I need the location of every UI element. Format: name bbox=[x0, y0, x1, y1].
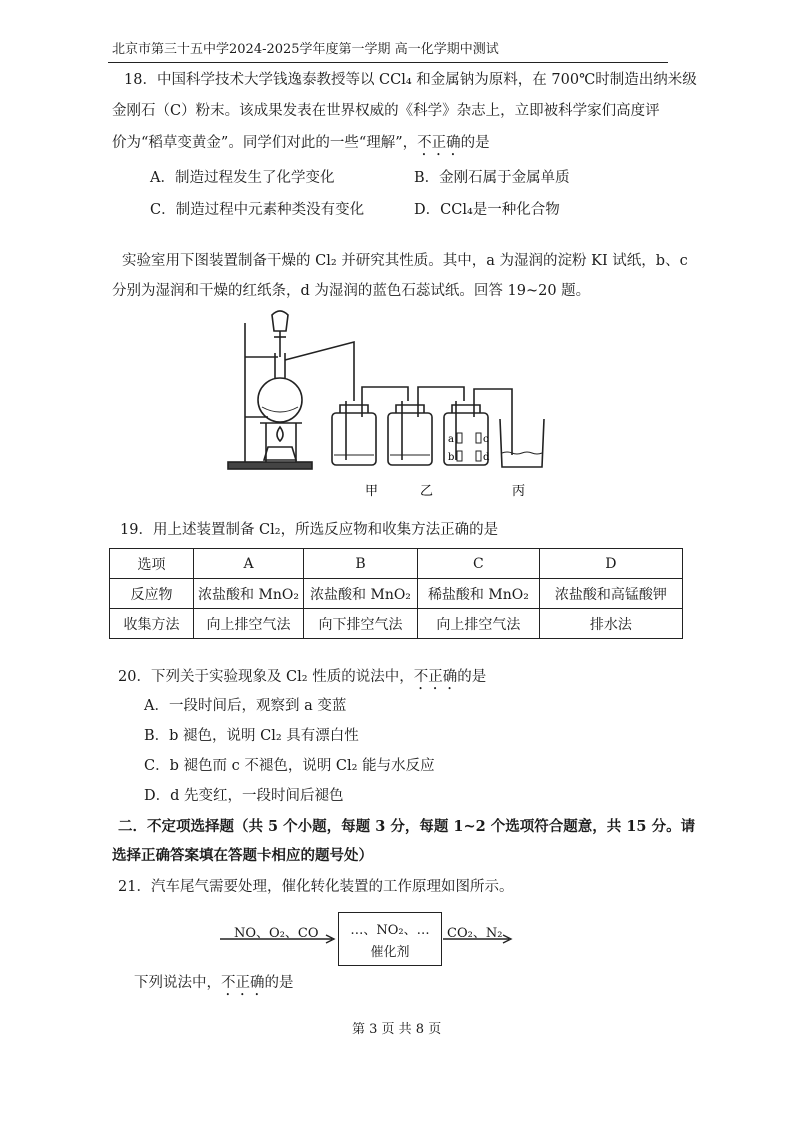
q18-line2: 金刚石（C）粉末。该成果发表在世界权威的《科学》杂志上，立即被科学家们高度评 bbox=[112, 103, 660, 119]
q20-stem-post: 的是 bbox=[457, 669, 487, 685]
table-cell: 向上排空气法 bbox=[417, 609, 539, 639]
label-jia: 甲 bbox=[365, 484, 379, 499]
catalytic-converter-box bbox=[338, 912, 442, 966]
header-rule bbox=[108, 62, 668, 63]
table-header-row bbox=[110, 549, 683, 579]
apparatus-diagram bbox=[220, 305, 560, 515]
label-b: b bbox=[448, 452, 455, 463]
q20-stem-pre: 20．下列关于实验现象及 Cl₂ 性质的说法中， bbox=[118, 669, 414, 685]
table-cell: 向下排空气法 bbox=[304, 609, 418, 639]
page-number: 第 3 页 共 8 页 bbox=[352, 1022, 442, 1037]
table-cell: D bbox=[539, 549, 682, 579]
label-d: d bbox=[483, 452, 490, 463]
q19-stem: 19．用上述装置制备 Cl₂，所选反应物和收集方法正确的是 bbox=[120, 522, 499, 538]
q18-line1: 18．中国科学技术大学钱逸泰教授等以 CCl₄ 和金属钠为原料，在 700℃时制造出纳米级 bbox=[124, 72, 697, 88]
flow-output: CO₂、N₂ bbox=[447, 926, 503, 941]
table-row bbox=[110, 609, 683, 639]
q18-line3-post: 的是 bbox=[460, 135, 490, 151]
paper-b-strip bbox=[457, 451, 462, 461]
q21-sub-pre: 下列说法中， bbox=[134, 975, 221, 991]
q18-option-b: B．金刚石属于金属单质 bbox=[414, 170, 570, 186]
q19-options-table bbox=[109, 548, 683, 639]
q20-option-c: C．b 褪色而 c 不褪色，说明 Cl₂ 能与水反应 bbox=[144, 758, 435, 774]
table-cell: A bbox=[194, 549, 304, 579]
table-cell: 选项 bbox=[110, 549, 194, 579]
label-yi: 乙 bbox=[420, 484, 434, 499]
q18-option-d: D．CCl₄是一种化合物 bbox=[414, 202, 560, 218]
separatory-funnel bbox=[272, 311, 288, 331]
paper-a-strip bbox=[457, 433, 462, 443]
table-cell: 浓盐酸和 MnO₂ bbox=[304, 579, 418, 609]
q18-option-c: C．制造过程中元素种类没有变化 bbox=[150, 202, 365, 218]
section2-line2: 选择正确答案填在答题卡相应的题号处） bbox=[112, 847, 373, 864]
q21-sub-stem bbox=[134, 973, 294, 999]
bottle-2-neck bbox=[396, 405, 424, 413]
label-bing: 丙 bbox=[512, 484, 526, 499]
flow-arrow-in bbox=[218, 932, 340, 946]
table-cell: 排水法 bbox=[539, 609, 682, 639]
connecting-tube-2 bbox=[418, 387, 464, 401]
delivery-tube-1 bbox=[285, 342, 354, 401]
q21-sub-post: 的是 bbox=[264, 975, 294, 991]
table-cell: 收集方法 bbox=[110, 609, 194, 639]
connecting-tube-3 bbox=[474, 389, 512, 455]
intro-line1: 实验室用下图装置制备干燥的 Cl₂ 并研究其性质。其中，a 为湿润的淀粉 KI 试纸，b、c bbox=[122, 253, 688, 269]
flow-box-bottom: 催化剂 bbox=[370, 945, 410, 960]
section2-line1: 二．不定项选择题（共 5 个小题，每题 3 分，每题 1~2 个选项符合题意，共 15 分。请 bbox=[118, 818, 696, 835]
table-cell: 向上排空气法 bbox=[194, 609, 304, 639]
table-cell: 浓盐酸和 MnO₂ bbox=[194, 579, 304, 609]
q20-stem bbox=[118, 667, 486, 693]
table-row bbox=[110, 579, 683, 609]
beaker bbox=[500, 419, 544, 467]
beaker-liquid bbox=[502, 452, 542, 454]
flow-input: NO、O₂、CO bbox=[234, 926, 319, 941]
q18-emphasis: 不正确 bbox=[417, 135, 461, 151]
flow-box-top: …、NO₂、… bbox=[350, 923, 430, 938]
label-c: c bbox=[483, 434, 489, 445]
q20-option-d: D．d 先变红，一段时间后褪色 bbox=[144, 788, 344, 804]
alcohol-lamp bbox=[264, 447, 296, 460]
bottle-1-neck bbox=[340, 405, 368, 413]
paper-d-strip bbox=[476, 451, 481, 461]
table-cell: C bbox=[417, 549, 539, 579]
connecting-tube-1 bbox=[362, 387, 408, 401]
intro-line2: 分别为湿润和干燥的红纸条，d 为湿润的蓝色石蕊试纸。回答 19~20 题。 bbox=[112, 283, 591, 299]
q21-stem: 21．汽车尾气需要处理，催化转化装置的工作原理如图所示。 bbox=[118, 879, 514, 895]
q21-emphasis: 不正确 bbox=[221, 975, 265, 991]
flame bbox=[277, 427, 283, 441]
flow-arrow-out bbox=[441, 932, 517, 946]
label-a: a bbox=[448, 434, 454, 445]
bottle-1 bbox=[332, 413, 376, 465]
q18-line3 bbox=[112, 133, 490, 159]
table-cell: 稀盐酸和 MnO₂ bbox=[417, 579, 539, 609]
q20-emphasis: 不正确 bbox=[413, 669, 458, 685]
q18-option-a: A．制造过程发生了化学变化 bbox=[150, 170, 335, 186]
stand-base bbox=[228, 462, 312, 469]
q20-option-b: B．b 褪色，说明 Cl₂ 具有漂白性 bbox=[144, 728, 359, 744]
q18-line3-pre: 价为“稻草变黄金”。同学们对此的一些“理解”， bbox=[112, 135, 418, 151]
table-cell: B bbox=[304, 549, 418, 579]
paper-c-strip bbox=[476, 433, 481, 443]
page-header: 北京市第三十五中学2024-2025学年度第一学期 高一化学期中测试 bbox=[112, 42, 499, 57]
bottle-2 bbox=[388, 413, 432, 465]
flask-liquid bbox=[262, 407, 298, 412]
table-cell: 反应物 bbox=[110, 579, 194, 609]
round-bottom-flask bbox=[258, 378, 302, 422]
table-cell: 浓盐酸和高锰酸钾 bbox=[539, 579, 682, 609]
q20-option-a: A．一段时间后，观察到 a 变蓝 bbox=[144, 698, 347, 714]
